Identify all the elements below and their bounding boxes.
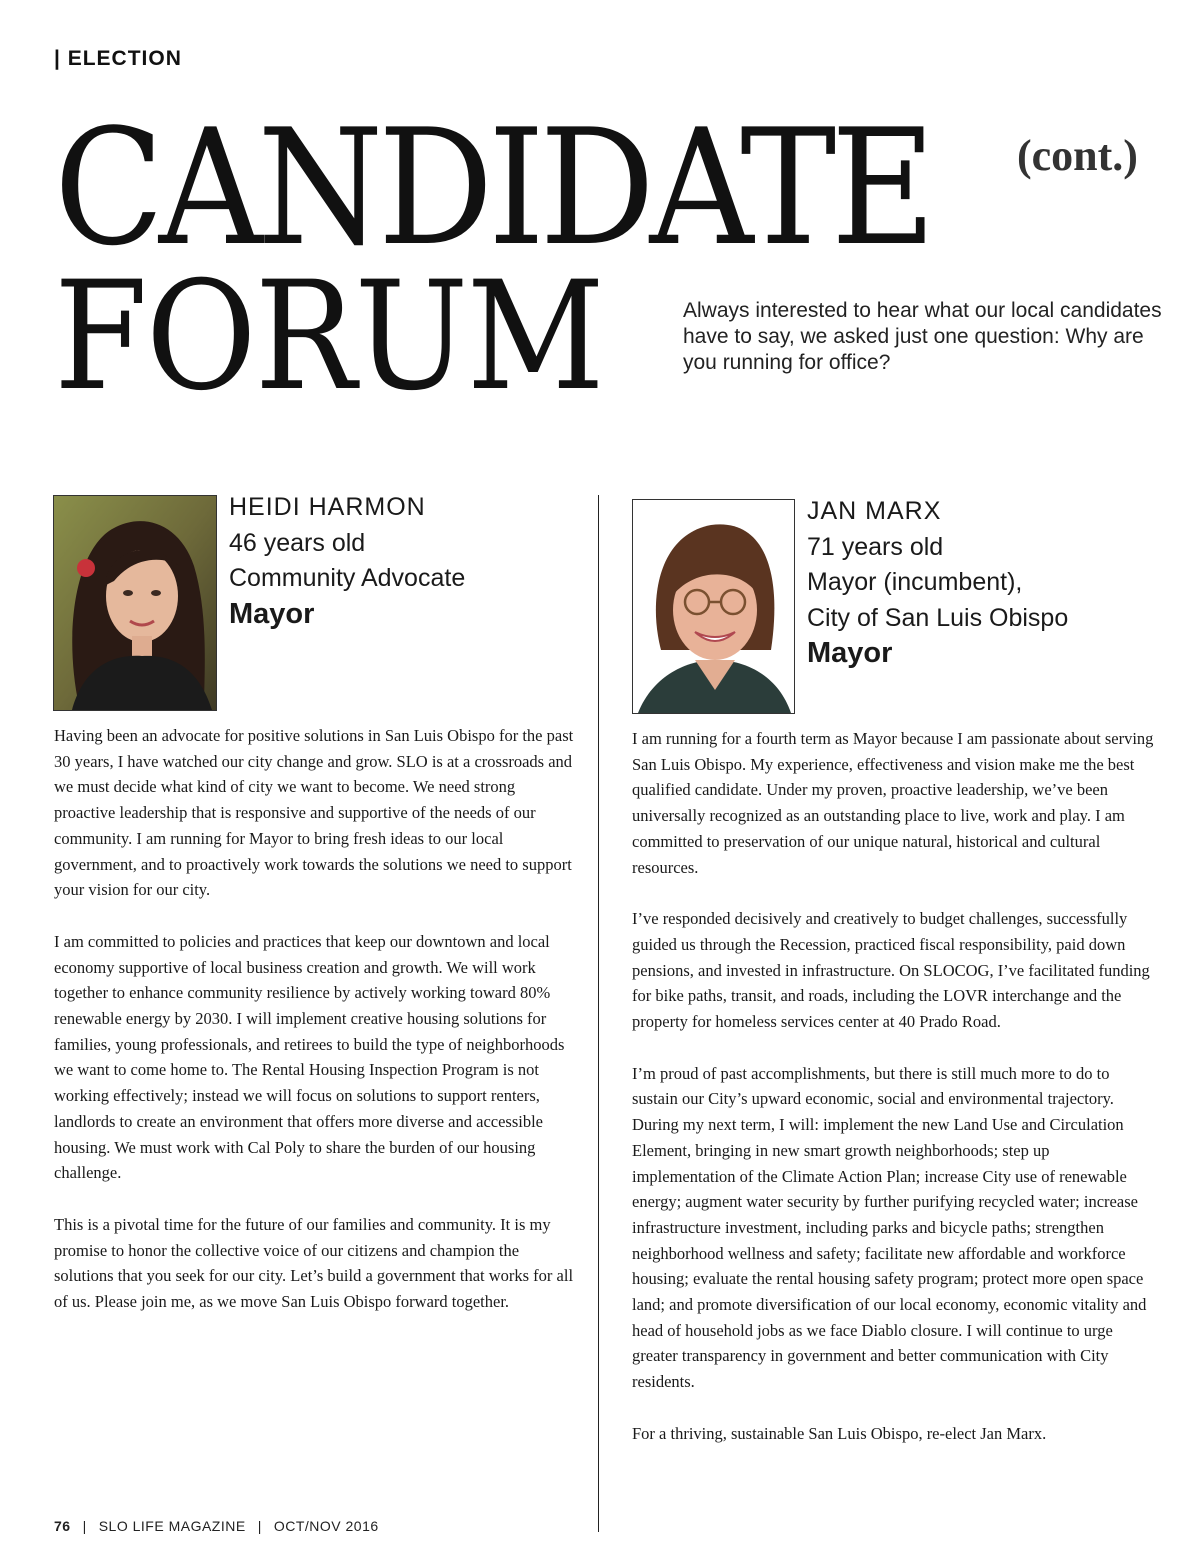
- statement-paragraph: I’m proud of past accomplishments, but there is still much more to do to sustain our City’s upward economic, social and environmental trajectory. During my next term, I will: implement the new Land Use and Circulation Element, bringing in new smart growth neighborhoods; step up implementation of the Climate Action Plan; increase City use of renewable energy; augment water security by further purifying recycled water; increase infrastructure investment, including parks and bicycle paths; strengthen neighborhood wellness and safety; facilitate new affordable and workforce housing; evaluate the rental housing safety program; protect more open space land; and promote diversification of our local economy, economic vitality and head of household jobs as we face Diablo closure. I will continue to urge greater transparency in government and better communication with City residents.: [632, 1063, 1147, 1392]
- candidate-info-jan-marx: [807, 494, 1068, 672]
- page-title-line1: CANDIDATE: [54, 94, 931, 281]
- candidate-occupation: City of San Luis Obispo: [807, 603, 1069, 632]
- magazine-name: SLO LIFE MAGAZINE: [98, 1518, 246, 1534]
- page-title-line2: FORUM: [54, 250, 603, 424]
- candidate-name: JAN MARX: [807, 497, 942, 525]
- candidate-office: Mayor: [229, 597, 315, 630]
- page-number: 76: [54, 1518, 71, 1534]
- statement-paragraph: Having been an advocate for positive solutions in San Luis Obispo for the past 30 years, I have watched our city change and grow. SLO is at a crossroads and we must decide what kind of city we want to become. We need strong proactive leadership that is responsive and supportive of the needs of our community. I am running for Mayor to bring fresh ideas to our local government, and to proactively work towards the solutions we need to support your vision for our city.: [54, 726, 574, 900]
- statement-paragraph: I’ve responded decisively and creatively to budget challenges, successfully guided us through the Recession, practiced fiscal responsibility, paid down pensions, and invested in infrastructure. On SLOCOG, I’ve facilitated funding for bike paths, transit, and roads, including the LOVR interchange and the property for homeless services center at 40 Prado Road.: [632, 909, 1150, 1032]
- section-label: | ELECTION: [54, 47, 182, 70]
- candidate-age: 46 years old: [229, 528, 366, 557]
- candidate-statement-jan-marx: [632, 726, 1154, 1473]
- candidate-age: 71 years old: [807, 532, 944, 561]
- page-title-cont: (cont.): [1017, 131, 1138, 180]
- candidate-photo-jan-marx: [632, 499, 795, 714]
- intro-text: Always interested to hear what our local candidates have to say, we asked just one question: Why are you running for office?: [683, 299, 1162, 374]
- statement-paragraph: I am running for a fourth term as Mayor because I am passionate about serving San Luis Obispo. My experience, effectiveness and vision make me the best qualified candidate. Under my proven, proactive leadership, we’ve been universally recognized as an outstanding place to live, work and play. I am committed to preservation of our unique natural, historical and cultural resources.: [632, 729, 1154, 877]
- candidate-office: Mayor: [807, 637, 893, 669]
- candidate-occupation: Mayor (incumbent),: [807, 568, 1023, 596]
- statement-paragraph: For a thriving, sustainable San Luis Obispo, re-elect Jan Marx.: [632, 1423, 1047, 1443]
- candidate-occupation: Community Advocate: [229, 564, 466, 592]
- issue-date: OCT/NOV 2016: [273, 1518, 379, 1534]
- column-divider: [598, 495, 599, 1532]
- candidate-photo-heidi-harmon: [53, 495, 217, 711]
- candidate-info-heidi-harmon: [229, 490, 465, 632]
- statement-paragraph: I am committed to policies and practices that keep our downtown and local economy supportive of local business creation and growth. We will work together to enhance community resilience by actively working toward 80% renewable energy by 2030. I will implement creative housing solutions for families, young professionals, and retirees to build the type of neighborhoods we want to come home to. The Rental Housing Inspection Program is not working effectively; instead we will focus on solutions to support renters, landlords to create an environment that offers more diverse and accessible housing. We must work with Cal Poly to share the burden of our housing challenge.: [54, 931, 565, 1183]
- page-footer: 76 | SLO LIFE MAGAZINE | OCT/NOV 2016: [54, 1518, 379, 1534]
- candidate-statement-heidi-harmon: [54, 723, 576, 1341]
- candidate-name: HEIDI HARMON: [229, 493, 426, 521]
- statement-paragraph: This is a pivotal time for the future of our families and community. It is my promise to honor the collective voice of our citizens and champion the solutions that you seek for our city. Let’s build a government that works for all of us. Please join me, as we move San Luis Obispo forward together.: [54, 1214, 574, 1312]
